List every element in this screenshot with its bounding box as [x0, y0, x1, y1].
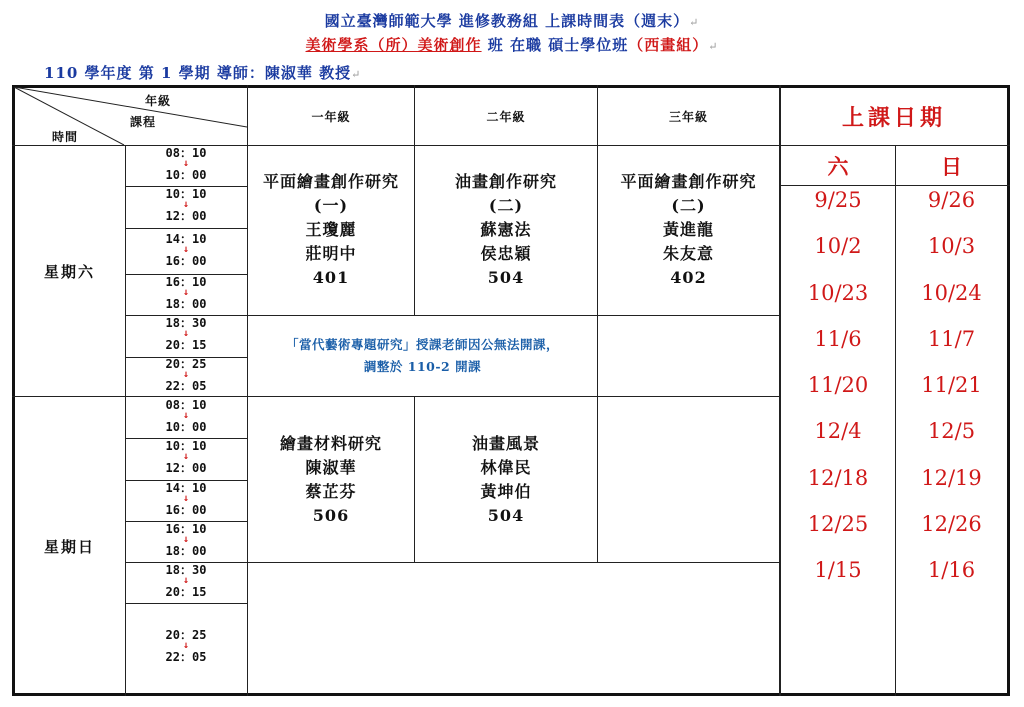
time-slot: 20：25 ↓ 22：05: [165, 628, 207, 664]
program-name: 美術創作: [417, 36, 482, 54]
day-label-saturday: 星期六: [43, 262, 95, 281]
date-sunday: 9/26: [927, 188, 976, 212]
time-slot: 08：10 ↓ 10：00: [165, 398, 207, 434]
date-col-head-sat: 六: [827, 154, 849, 179]
course-sat-grade1: 平面繪畫創作研究 (一) 王瓊麗 莊明中 401: [262, 172, 399, 287]
course-sat-grade2: 油畫創作研究 (二) 蘇憲法 侯忠穎 504: [454, 172, 557, 287]
day-label-sunday: 星期日: [43, 538, 95, 556]
title-text: 國立臺灣師範大學 進修教務組 上課時間表（週末）: [324, 12, 690, 30]
cancellation-note: 「當代藝術專題研究」授課老師因公無法開課， 調整於 110-2 開課: [285, 337, 559, 374]
time-slot: 10：10 ↓ 12：00: [165, 439, 207, 475]
course-sun-grade2: 油畫風景 林偉民 黃坤伯 504: [471, 434, 540, 525]
corner-time-label: 時間: [51, 129, 78, 144]
date-saturday: 10/2: [814, 234, 862, 258]
date-sunday: 1/16: [927, 558, 976, 582]
date-sunday: 10/3: [927, 234, 976, 258]
grade-header-3: 三年級: [668, 110, 708, 124]
date-saturday: 12/25: [807, 512, 869, 536]
date-saturday: 11/6: [814, 327, 862, 351]
date-saturday: 9/25: [814, 188, 862, 212]
group-text: （西畫組）: [628, 36, 709, 54]
date-saturday: 11/20: [807, 373, 869, 397]
course-sat-grade3: 平面繪畫創作研究 (二) 黃進龍 朱友意 402: [620, 172, 757, 287]
divider: [125, 562, 779, 563]
date-col-head-sun: 日: [941, 154, 962, 179]
divider: [125, 228, 247, 229]
divider: [125, 603, 247, 604]
date-saturday: 1/15: [814, 558, 862, 582]
class-type-text: 班 在職 碩士學位班: [481, 36, 629, 54]
program-line: 美術學系（所）美術創作 班 在職 碩士學位班（西畫組）↵: [305, 36, 719, 54]
time-slot: 14：10 ↓ 16：00: [165, 481, 207, 517]
date-saturday: 12/18: [807, 466, 869, 490]
divider: [597, 315, 598, 562]
date-saturday: 12/4: [814, 419, 862, 443]
grade-header-1: 一年級: [311, 110, 351, 124]
document-title: 國立臺灣師範大學 進修教務組 上課時間表（週末）↵: [324, 12, 700, 30]
date-sunday: 12/19: [921, 466, 982, 490]
time-slot: 20：25 ↓ 22：05: [165, 357, 207, 393]
time-slot: 14：10 ↓ 16：00: [165, 232, 207, 268]
time-slot: 08：10 ↓ 10：00: [165, 146, 207, 182]
date-sunday: 10/24: [921, 281, 982, 305]
divider: [125, 145, 126, 696]
date-sunday: 12/5: [927, 419, 976, 443]
time-slot: 10：10 ↓ 12：00: [165, 187, 207, 223]
department-text: 美術學系（所）: [305, 36, 418, 54]
date-sunday: 11/21: [921, 373, 982, 397]
semester-line: 110 學年度 第 1 學期 導師：陳淑華 教授↵: [44, 64, 362, 82]
time-slot: 18：30 ↓ 20：15: [165, 316, 207, 352]
corner-course-label: 課程: [129, 114, 156, 129]
course-sun-grade1: 繪畫材料研究 陳淑華 蔡芷芬 506: [279, 434, 382, 525]
time-slot: 16：10 ↓ 18：00: [165, 522, 207, 558]
grade-header-2: 二年級: [486, 110, 526, 124]
time-slot: 18：30 ↓ 20：15: [165, 563, 207, 599]
class-dates-title: 上課日期: [841, 105, 946, 131]
date-sunday: 11/7: [927, 327, 976, 351]
time-slot: 16：10 ↓ 18：00: [165, 275, 207, 311]
date-sunday: 12/26: [921, 512, 982, 536]
divider: [12, 145, 1010, 146]
date-saturday: 10/23: [807, 281, 869, 305]
semester-text: 110 學年度 第 1 學期 導師：陳淑華 教授: [44, 64, 352, 82]
corner-grade-label: 年級: [144, 93, 171, 108]
divider: [12, 396, 779, 397]
